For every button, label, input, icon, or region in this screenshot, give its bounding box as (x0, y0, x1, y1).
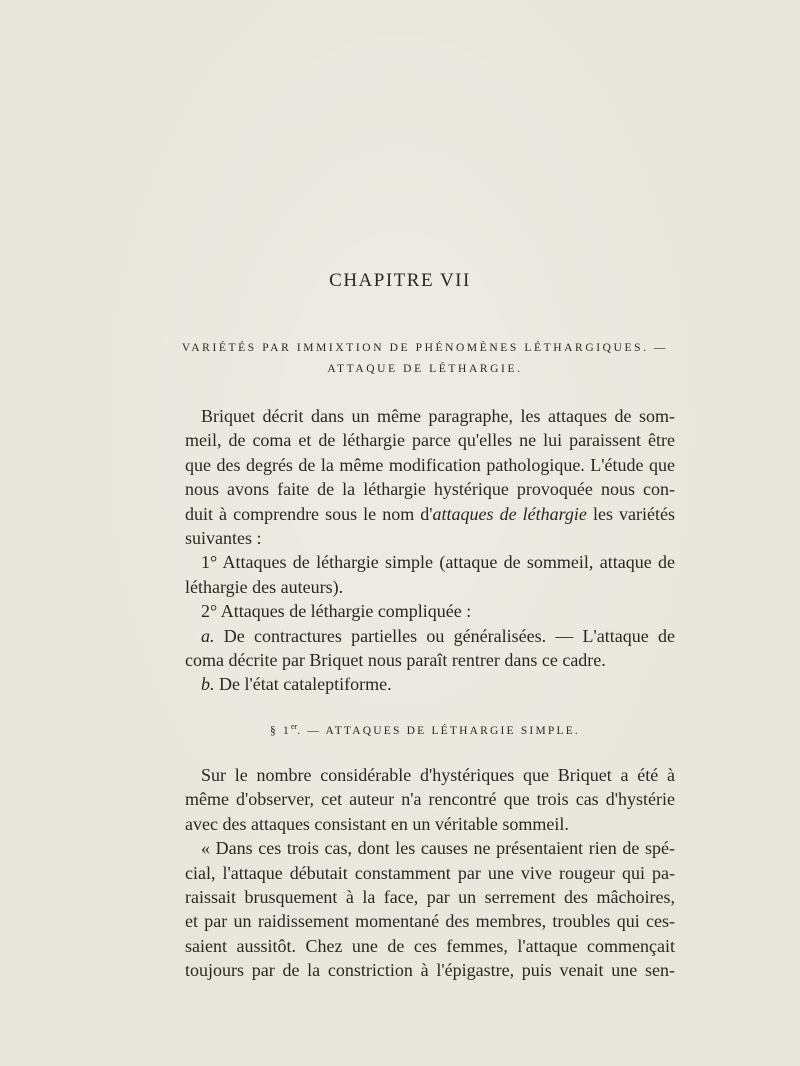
text-line: meil, de coma et de léthargie parce qu'elles ne lui paraissent être (185, 430, 675, 451)
text-line: et par un raidissement momentané des membres, troubles qui ces- (185, 911, 675, 932)
list-item: 1° Attaques de léthargie simple (attaque de sommeil, attaque de (201, 552, 675, 573)
text-line: que des degrés de la même modification pathologique. L'étude que (185, 454, 675, 475)
list-marker: a. (201, 625, 215, 646)
text-line (185, 502, 675, 526)
text-block-section (185, 763, 675, 983)
text-line: avec des attaques consistant en un véritable sommeil. (185, 813, 569, 834)
text-fragment: les variétés (586, 503, 676, 524)
text-line: « Dans ces trois cas, dont les causes ne présentaient rien de spé- (201, 838, 675, 859)
text-fragment: duit à comprendre sous le nom d' (185, 503, 433, 524)
italic-term: attaques de léthargie (432, 503, 587, 524)
subtitle-line: VARIÉTÉS PAR IMMIXTION DE PHÉNOMÈNES LÉTHARGIQUES. — (181, 342, 669, 354)
section-ordinal: er (290, 722, 298, 731)
text-line: toujours par de la constriction à l'épigastre, puis venait une sen- (185, 960, 675, 981)
section-prefix: § 1 (269, 724, 291, 737)
text-line: raissait brusquement à la face, par un serrement des mâchoires, (185, 886, 675, 907)
text-line: léthargie des auteurs). (185, 576, 344, 597)
chapter-subtitle (160, 338, 690, 380)
list-item (185, 624, 675, 648)
text-line: suivantes : (185, 527, 262, 548)
text-line: Sur le nombre considérable d'hystériques que Briquet a été à (201, 765, 675, 785)
subtitle-line: ATTAQUE DE LÉTHARGIE. (327, 363, 523, 375)
section-heading (0, 722, 800, 737)
text-fragment: De l'état cataleptiforme. (214, 674, 392, 695)
list-marker: b. (201, 674, 215, 695)
text-line: Briquet décrit dans un même paragraphe, les attaques de som- (201, 406, 675, 426)
text-line: nous avons faite de la léthargie hystérique provoquée nous con- (185, 479, 675, 500)
chapter-title: CHAPITRE VII (329, 270, 471, 291)
text-block-intro (185, 404, 675, 697)
text-line: cial, l'attaque débutait constamment par une vive rougeur qui pa- (185, 862, 675, 883)
list-item (185, 672, 675, 696)
text-fragment: De contractures partielles ou généralisées. — L'attaque de (214, 625, 675, 646)
text-line: coma décrite par Briquet nous paraît rentrer dans ce cadre. (185, 649, 606, 670)
text-line: saient aussitôt. Chez une de ces femmes, l'attaque commençait (185, 935, 675, 956)
list-item: 2° Attaques de léthargie compliquée : (201, 601, 472, 622)
text-line: même d'observer, cet auteur n'a rencontré que trois cas d'hystérie (185, 789, 675, 810)
section-title: . — ATTAQUES DE LÉTHARGIE SIMPLE. (297, 724, 581, 737)
